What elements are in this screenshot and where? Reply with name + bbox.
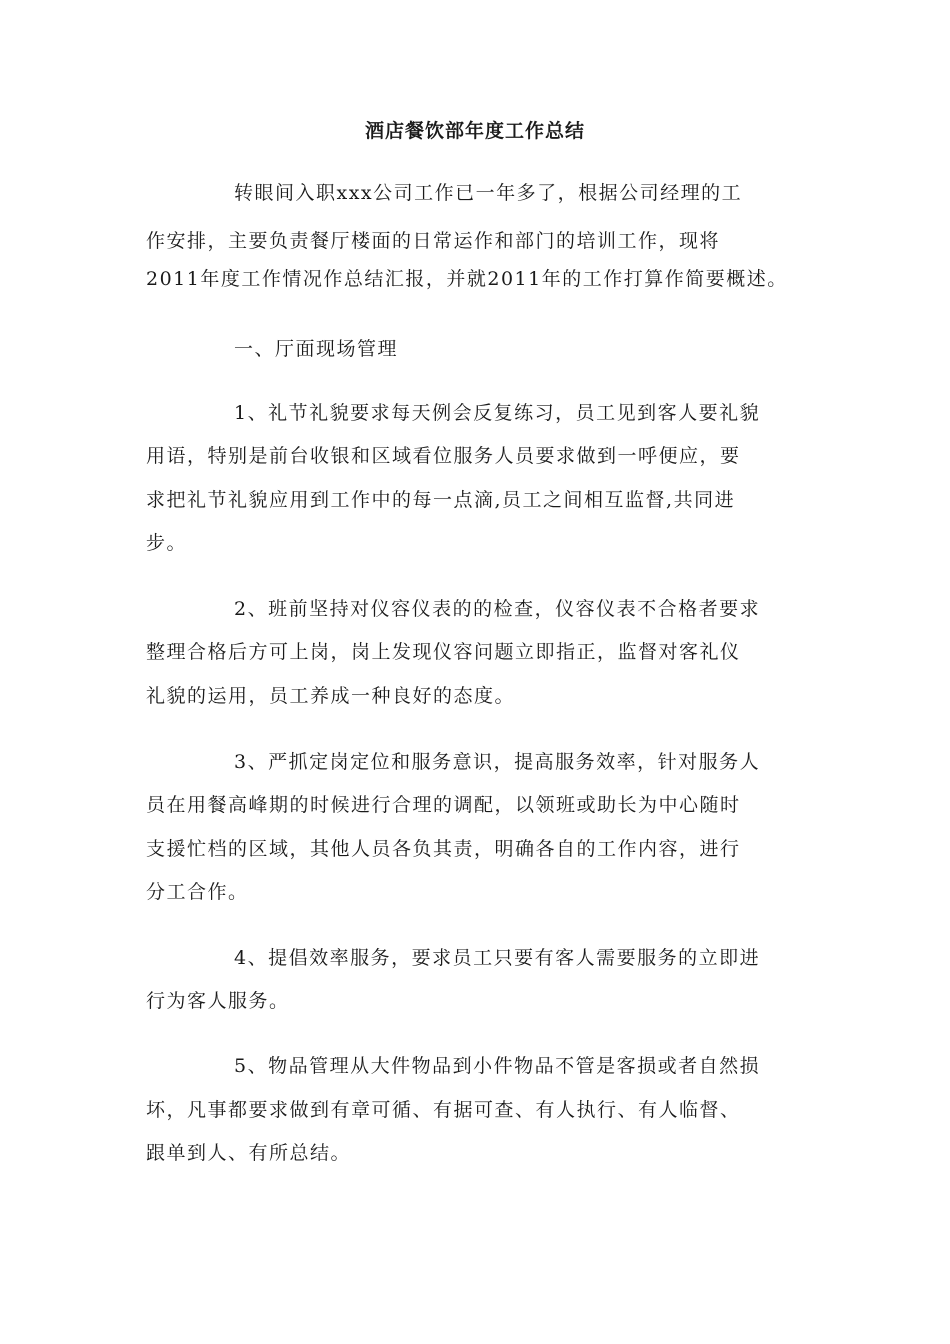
paragraph-line: 行为客人服务。: [146, 990, 290, 1012]
paragraph-line: 求把礼节礼貌应用到工作中的每一点滴,员工之间相互监督,共同进: [146, 489, 736, 511]
paragraph-line: 作安排，主要负责餐厅楼面的日常运作和部门的培训工作，现将: [146, 230, 721, 252]
document-title: 酒店餐饮部年度工作总结: [364, 120, 585, 142]
paragraph-line: 整理合格后方可上岗，岗上发现仪容问题立即指正，监督对客礼仪: [146, 641, 741, 663]
paragraph-line: 支援忙档的区域，其他人员各负其责，明确各自的工作内容，进行: [146, 838, 741, 860]
section-heading: 一、厅面现场管理: [234, 338, 399, 360]
paragraph-line: 步。: [146, 532, 188, 554]
paragraph-line: 用语，特别是前台收银和区域看位服务人员要求做到一呼便应，要: [146, 445, 741, 467]
paragraph-line: 员在用餐高峰期的时候进行合理的调配，以领班或助长为中心随时: [146, 794, 741, 816]
paragraph-line: 5、物品管理从大件物品到小件物品不管是客损或者自然损: [234, 1055, 761, 1077]
paragraph-line: 分工合作。: [146, 881, 249, 903]
paragraph-line: 坏，凡事都要求做到有章可循、有据可查、有人执行、有人临督、: [146, 1099, 741, 1121]
paragraph-line: 转眼间入职xxx公司工作已一年多了，根据公司经理的工: [234, 182, 743, 204]
paragraph-line: 2011年度工作情况作总结汇报，并就2011年的工作打算作简要概述。: [146, 268, 788, 290]
paragraph-line: 1、礼节礼貌要求每天例会反复练习，员工见到客人要礼貌: [234, 402, 761, 424]
paragraph-line: 4、提倡效率服务，要求员工只要有客人需要服务的立即进: [234, 947, 761, 969]
paragraph-line: 礼貌的运用，员工养成一种良好的态度。: [146, 685, 516, 707]
paragraph-line: 2、班前坚持对仪容仪表的的检查，仪容仪表不合格者要求: [234, 598, 761, 620]
paragraph-line: 跟单到人、有所总结。: [146, 1142, 352, 1164]
paragraph-line: 3、严抓定岗定位和服务意识，提高服务效率，针对服务人: [234, 751, 761, 773]
